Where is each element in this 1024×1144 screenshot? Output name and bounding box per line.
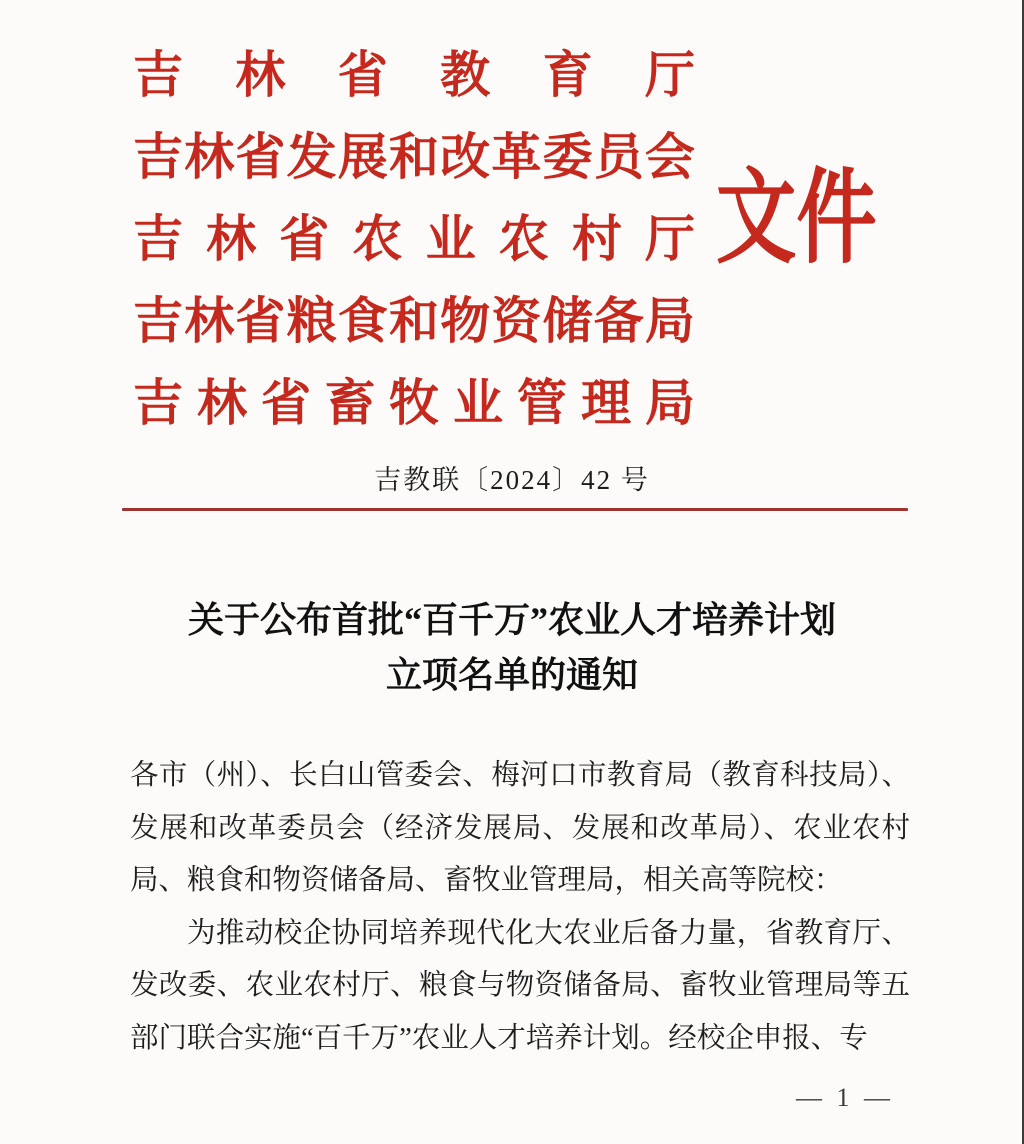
agency-line-grain-reserves-bureau: 吉 林 省 粮 食 和 物 资 储 备 局: [133, 293, 695, 349]
body-paragraph-addressees: 各市（州）、长白山管委会、梅河口市教育局（教育科技局）、发展和改革委员会（经济发展局、发展和改革局）、农业农村局、粮食和物资储备局、畜牧业管理局，相关高等院校：: [130, 760, 910, 896]
agency-line-education-dept: 吉 林 省 教 育 厅: [133, 47, 695, 103]
letterhead-divider: [122, 508, 908, 511]
document-title-line1: 关于公布首批“百千万”农业人才培养计划: [187, 600, 836, 640]
document-title: [0, 593, 1024, 703]
document-body: [130, 750, 910, 1065]
doc-number: 吉教联〔2024〕42 号: [374, 465, 650, 495]
agency-line-agriculture-rural-dept: 吉 林 省 农 业 农 村 厅: [133, 211, 695, 267]
page-number: — 1 —: [796, 1083, 894, 1112]
document-title-line2: 立项名单的通知: [385, 655, 638, 695]
agency-line-development-reform-commission: 吉 林 省 发 展 和 改 革 委 员 会: [133, 129, 695, 185]
letterhead-agency-list: [133, 34, 695, 444]
agency-line-animal-husbandry-bureau: 吉 林 省 畜 牧 业 管 理 局: [133, 375, 695, 431]
body-paragraph-intro: 为推动校企协同培养现代化大农业后备力量，省教育厅、发改委、农业农村厅、粮食与物资储备局、畜牧业管理局等五部门联合实施“百千万”农业人才培养计划。经校企申报、专: [130, 917, 910, 1054]
doc-type-label: 文件: [716, 162, 877, 276]
